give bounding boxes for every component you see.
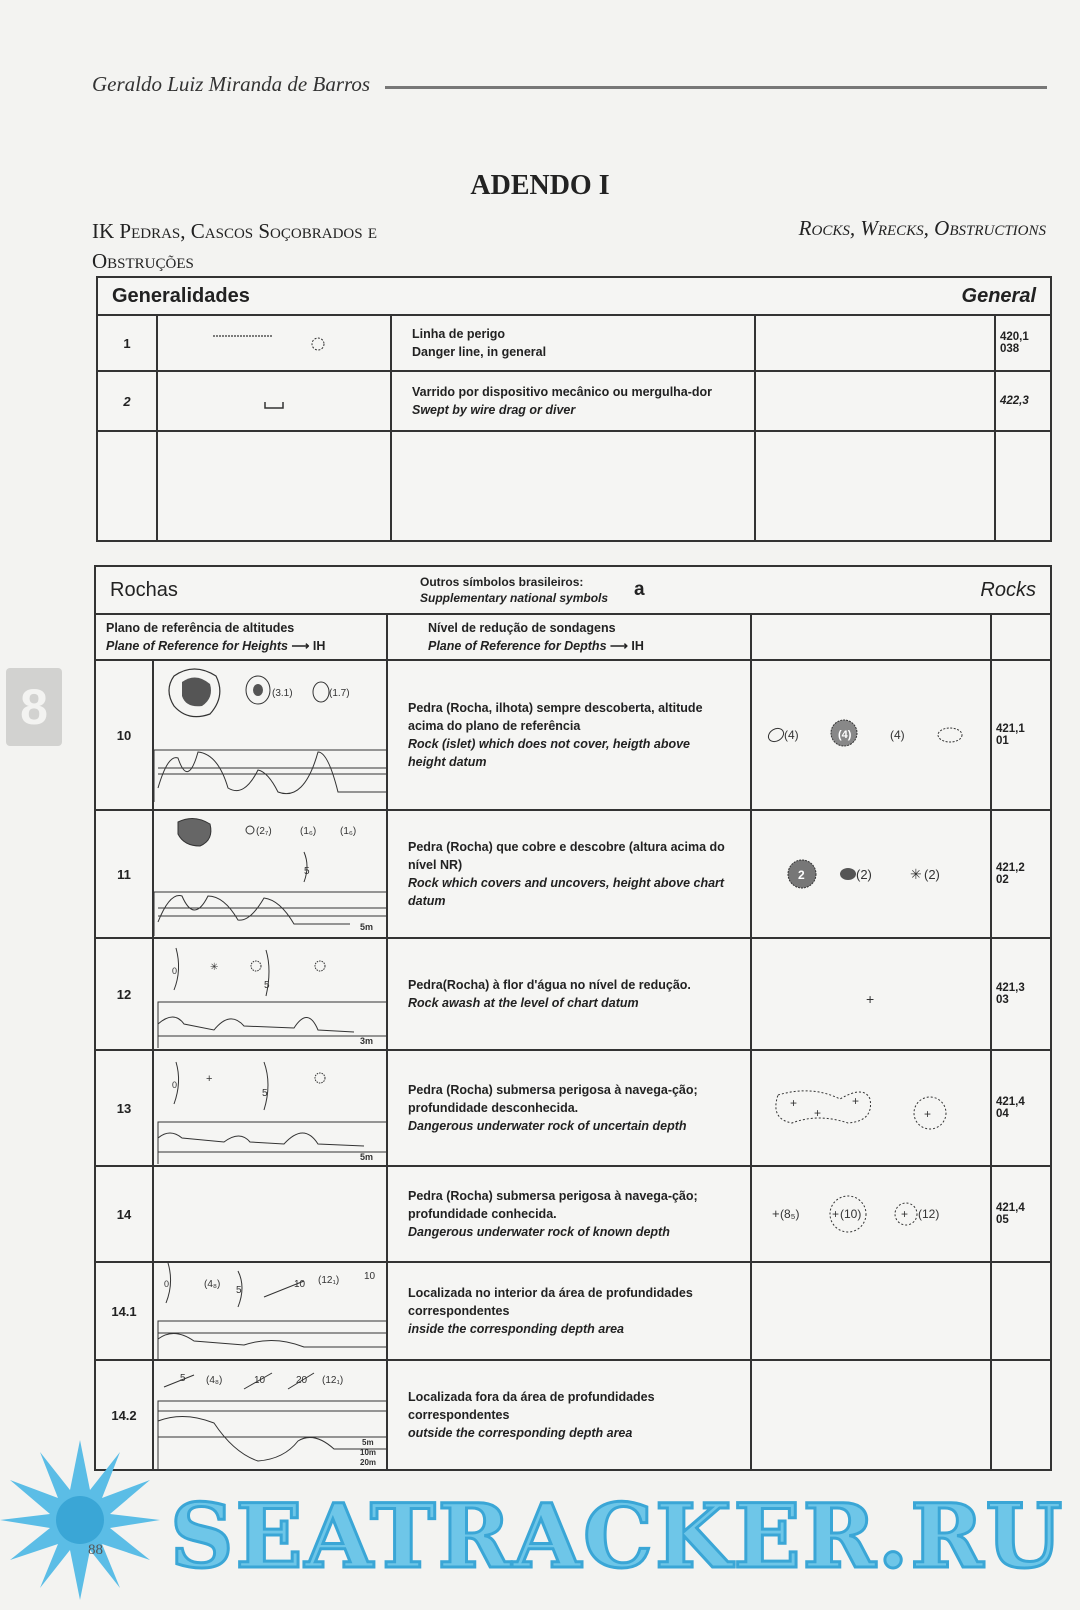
rock-row — [95, 660, 1051, 810]
label: (1₆) — [340, 826, 357, 837]
label: 0 — [172, 1080, 178, 1090]
rock-row — [95, 810, 1051, 938]
general-title-en: General — [961, 284, 1036, 307]
ih-symbol: IH — [312, 639, 326, 653]
desc-pt: Localizada no interior da área de profundidades correspondentes — [408, 1286, 693, 1318]
label: 10 — [364, 1271, 376, 1282]
desc-pt: Pedra (Rocha) submersa perigosa à navega-ção; profundidade desconhecida. — [408, 1083, 698, 1115]
desc-en: Rock (islet) which does not cover, heigth above height datum — [408, 737, 691, 769]
general-table — [96, 276, 1052, 542]
desc-pt: Pedra (Rocha) submersa perigosa à navega-ção; profundidade conhecida. — [408, 1189, 698, 1221]
label: 10 — [254, 1375, 266, 1386]
desc-en: Dangerous underwater rock of known depth — [408, 1225, 670, 1239]
label: (4) — [784, 728, 799, 742]
label: 5 — [180, 1373, 186, 1384]
row-number: 14 — [95, 1166, 153, 1262]
rock-row — [95, 1262, 1051, 1360]
label: (12) — [918, 1207, 940, 1221]
svg-text:+: + — [852, 1094, 860, 1108]
desc-pt: Pedra (Rocha, ilhota) sempre descoberta, altitude acima do plano de referência — [408, 701, 703, 733]
desc-pt: Linha de perigo — [412, 327, 506, 341]
swept-symbol — [157, 371, 391, 431]
rocks-title-pt: Rochas — [110, 578, 178, 601]
svg-text:+: + — [206, 1073, 213, 1085]
general-row-desc — [391, 371, 755, 431]
row-number: 12 — [95, 938, 153, 1050]
desc-en: Rock awash at the level of chart datum — [408, 996, 639, 1010]
general-row — [97, 371, 1051, 431]
label: (8₅) — [780, 1207, 800, 1221]
rock-row — [95, 1166, 1051, 1262]
rock-symbols — [751, 660, 991, 810]
chapter-tab — [6, 668, 62, 746]
general-title-pt: Generalidades — [112, 284, 250, 307]
rock-symbols — [751, 810, 991, 938]
row-number: 14.1 — [95, 1262, 153, 1360]
rock-row-desc — [387, 1166, 751, 1262]
row-number: 14.2 — [95, 1360, 153, 1470]
awash-diagram — [153, 938, 387, 1050]
general-row — [97, 315, 1051, 371]
desc-en: inside the corresponding depth area — [408, 1322, 625, 1336]
svg-text:+: + — [772, 1206, 780, 1221]
page-number: 88 — [88, 1542, 103, 1558]
desc-en: Dangerous underwater rock of uncertain depth — [408, 1119, 687, 1133]
rock-row-desc — [387, 938, 751, 1050]
header-rule — [385, 86, 1047, 89]
desc-en: outside the corresponding depth area — [408, 1426, 633, 1440]
covers-uncovers-diagram — [153, 810, 387, 938]
label: 5m — [360, 922, 374, 932]
svg-text:+: + — [901, 1207, 909, 1221]
rock-row-desc — [387, 1050, 751, 1166]
label: 3m — [360, 1036, 374, 1046]
section-title-pt: IK Pedras, Cascos Soçobrados e Obstruções — [92, 219, 377, 273]
desc-pt: Pedra(Rocha) à flor d'água no nível de redução. — [408, 978, 691, 992]
label: 5 — [236, 1285, 242, 1296]
general-header — [97, 277, 1051, 315]
label: (4) — [890, 728, 905, 742]
label: (4₈) — [204, 1279, 221, 1290]
label: (1.7) — [329, 688, 350, 699]
inside-depth-area-diagram — [153, 1262, 387, 1360]
label: (1₆) — [300, 826, 317, 837]
reference-code: 421,3 03 — [991, 938, 1051, 1050]
rock-symbols — [751, 938, 991, 1050]
desc-en: Rock which covers and uncovers, height above chart datum — [408, 876, 725, 908]
label: (3.1) — [272, 688, 293, 699]
rock-row-desc — [387, 1262, 751, 1360]
watermark: SEATRACKER.RU — [170, 1484, 1065, 1588]
plane-heights-pt: Plano de referência de altitudes — [106, 621, 295, 635]
islet-diagram — [153, 660, 387, 810]
plane-heights — [95, 614, 387, 660]
arrow-icon: ⟶ — [291, 639, 310, 653]
label: (4₈) — [206, 1375, 223, 1386]
general-row-empty — [97, 431, 1051, 541]
desc-en: Danger line, in general — [412, 345, 547, 359]
label: (10) — [840, 1207, 862, 1221]
row-number: 1 — [97, 315, 157, 371]
row-number: 2 — [97, 371, 157, 431]
section-title-en: Rocks, Wrecks, Obstructions — [798, 216, 1046, 240]
rock-row-desc — [387, 660, 751, 810]
label: (12₁) — [322, 1375, 344, 1386]
rock-symbols — [751, 1050, 991, 1166]
rock-symbols — [751, 1166, 991, 1262]
rock-row — [95, 1360, 1051, 1470]
reference-code — [991, 1262, 1051, 1360]
chapter-tab-number: 8 — [20, 679, 48, 735]
svg-text:+: + — [924, 1107, 932, 1121]
rocks-title-en: Rocks — [980, 578, 1036, 601]
desc-pt: Varrido por dispositivo mecânico ou mergulha-dor — [412, 385, 713, 399]
label: 5 — [304, 866, 310, 877]
rock-row-desc — [387, 810, 751, 938]
desc-pt: Pedra (Rocha) que cobre e descobre (altura acima do nível NR) — [408, 840, 725, 872]
reference-code: 421,2 02 — [991, 810, 1051, 938]
label: (12₁) — [318, 1275, 340, 1286]
label: 5 — [262, 1088, 268, 1099]
plane-depths-en: Plane of Reference for Depths — [428, 639, 607, 653]
outside-depth-area-diagram — [153, 1360, 387, 1470]
plane-row — [95, 614, 1051, 660]
label: 0 — [172, 966, 178, 976]
arrow-icon: ⟶ — [610, 639, 628, 653]
plane-heights-en: Plane of Reference for Heights — [106, 639, 288, 653]
label: 0 — [164, 1279, 170, 1289]
svg-text:✳: ✳ — [910, 866, 922, 882]
reference-code: 421,1 01 — [991, 660, 1051, 810]
general-row-desc — [391, 315, 755, 371]
svg-text:+: + — [790, 1096, 798, 1110]
supp-en: Supplementary national symbols — [420, 591, 609, 605]
uncertain-depth-diagram — [153, 1050, 387, 1166]
supplementary-symbols — [392, 574, 608, 606]
svg-text:+: + — [832, 1207, 840, 1221]
sunburst-logo — [0, 1430, 170, 1600]
row-number: 11 — [95, 810, 153, 938]
svg-text:✳: ✳ — [210, 962, 219, 973]
plane-depths-pt: Nível de redução de sondagens — [428, 621, 616, 635]
svg-text:+: + — [814, 1106, 822, 1120]
rocks-table — [94, 565, 1052, 1471]
label: 10 — [294, 1279, 306, 1290]
label: 5 — [264, 980, 270, 991]
label: (2₇) — [256, 826, 272, 837]
header-author: Geraldo Luiz Miranda de Barros — [92, 72, 371, 96]
label: (4) — [838, 729, 852, 741]
label: 20m — [360, 1458, 377, 1467]
reference-code: 420,1 038 — [995, 315, 1051, 371]
symbol-cell — [755, 371, 995, 431]
label: (2) — [924, 867, 940, 882]
row-number: 10 — [95, 660, 153, 810]
label: 10m — [360, 1448, 377, 1457]
symbol-cell — [755, 315, 995, 371]
rock-row — [95, 1050, 1051, 1166]
desc-en: Swept by wire drag or diver — [412, 403, 576, 417]
plane-depths — [387, 614, 751, 660]
supp-letter: a — [634, 579, 645, 600]
reference-code: 422,3 — [995, 371, 1051, 431]
label: 2 — [798, 868, 805, 882]
reference-code — [991, 1360, 1051, 1470]
symbol-cell — [751, 1360, 991, 1470]
label: 5m — [360, 1152, 374, 1162]
page-title: ADENDO I — [470, 170, 610, 201]
rocks-header — [95, 566, 1051, 614]
danger-line-symbol — [157, 315, 391, 371]
supp-pt: Outros símbolos brasileiros: — [420, 575, 584, 589]
label: 20 — [296, 1375, 308, 1386]
reference-code: 421,4 05 — [991, 1166, 1051, 1262]
svg-text:+: + — [866, 991, 875, 1007]
reference-code: 421,4 04 — [991, 1050, 1051, 1166]
label: (2) — [856, 867, 872, 882]
label: 5m — [362, 1438, 374, 1447]
row-number: 13 — [95, 1050, 153, 1166]
desc-pt: Localizada fora da área de profundidades correspondentes — [408, 1390, 655, 1422]
ih-symbol: IH — [631, 639, 644, 653]
symbol-cell — [751, 1262, 991, 1360]
known-depth-diagram — [153, 1166, 387, 1262]
rock-row-desc — [387, 1360, 751, 1470]
rock-row — [95, 938, 1051, 1050]
